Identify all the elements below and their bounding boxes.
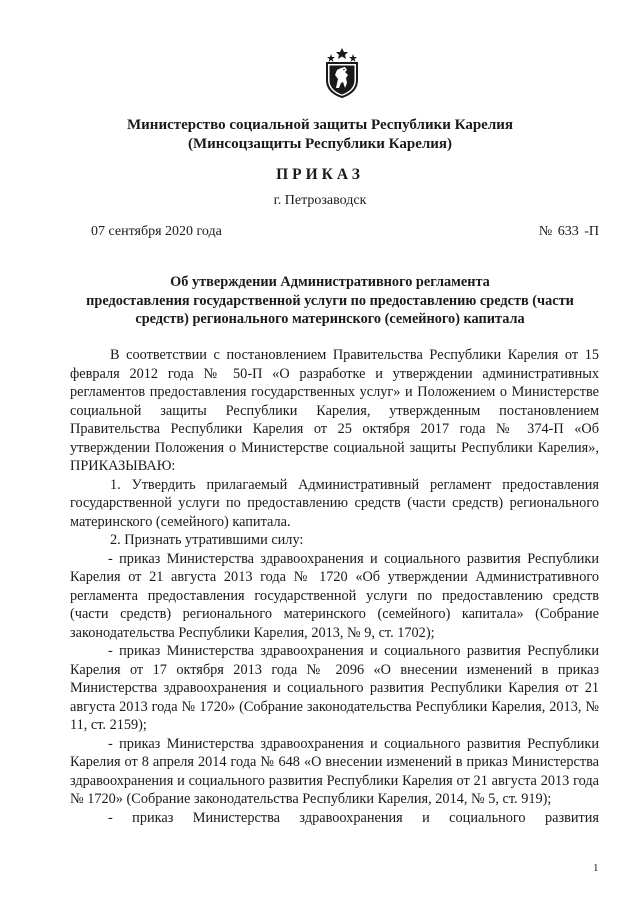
karelia-coat-of-arms-icon: [323, 48, 361, 98]
ministry-name: Министерство социальной защиты Республики Карелия: [127, 117, 513, 133]
subject-line-2: предоставления государственной услуги по предоставлению средств (части: [86, 292, 574, 309]
order-subject: [60, 273, 600, 329]
ministry-short-name: (Минсоцзащиты Республики Карелия): [187, 136, 453, 152]
item-2-paragraph: 2. Признать утратившими силу:: [110, 532, 304, 548]
preamble-paragraph: В соответствии с постановлением Правительства Республики Карелия от 15 февраля 2012 года № 50-П «О разработке и утверждении административных регламентов предоставления государственных услуг» и Положением о Министерстве социальной защиты Республики Карелия, утвержденным постановлением Правительства Республики Карелия от 25 октября 2017 года № 374-П «Об утверждении Положения о Министерстве социальной защиты Республики Карелия», ПРИКАЗЫВАЮ:: [70, 347, 599, 474]
city: г. Петрозаводск: [273, 193, 367, 208]
repealed-order-4: - приказ Министерства здравоохранения и социального развития: [108, 809, 599, 826]
page-number: 1: [593, 862, 599, 874]
repealed-order-1: - приказ Министерства здравоохранения и социального развития Республики Карелия от 21 августа 2013 года № 1720 «Об утверждении Административного регламента предоставления государственной услуги по предоставлению средств (части средств) регионального материнского (семейного) капитала» (Собрание законодательства Республики Карелия, 2013, № 9, ст. 1702);: [70, 550, 599, 641]
order-date: 07 сентября 2020 года: [91, 224, 222, 239]
repealed-order-2: - приказ Министерства здравоохранения и социального развития Республики Карелия от 17 октября 2013 года № 2096 «О внесении изменений в приказ Министерства здравоохранения и социального развития Республики Карелия от 21 августа 2013 года № 1720» (Собрание законодательства Республики Карелия, 2013, № 11, ст. 2159);: [70, 643, 599, 733]
item-1-paragraph: 1. Утвердить прилагаемый Административный регламент предоставления государственной услуги по предоставлению средств (части средств) регионального материнского (семейного) капитала.: [70, 476, 599, 530]
subject-line-1: Об утверждении Административного регламента: [170, 274, 490, 290]
repealed-order-3: - приказ Министерства здравоохранения и социального развития Республики Карелия от 8 апреля 2014 года № 648 «О внесении изменений в приказ Министерства здравоохранения и социального развития Республики Карелия от 21 августа 2013 года № 1720» (Собрание законодательства Республики Карелия, 2014, № 5, ст. 919);: [70, 735, 599, 807]
subject-line-3: средств) регионального материнского (семейного) капитала: [135, 311, 525, 327]
order-number: № 633 -П: [538, 224, 599, 239]
order-body: [70, 346, 599, 827]
document-type: ПРИКАЗ: [276, 166, 364, 183]
